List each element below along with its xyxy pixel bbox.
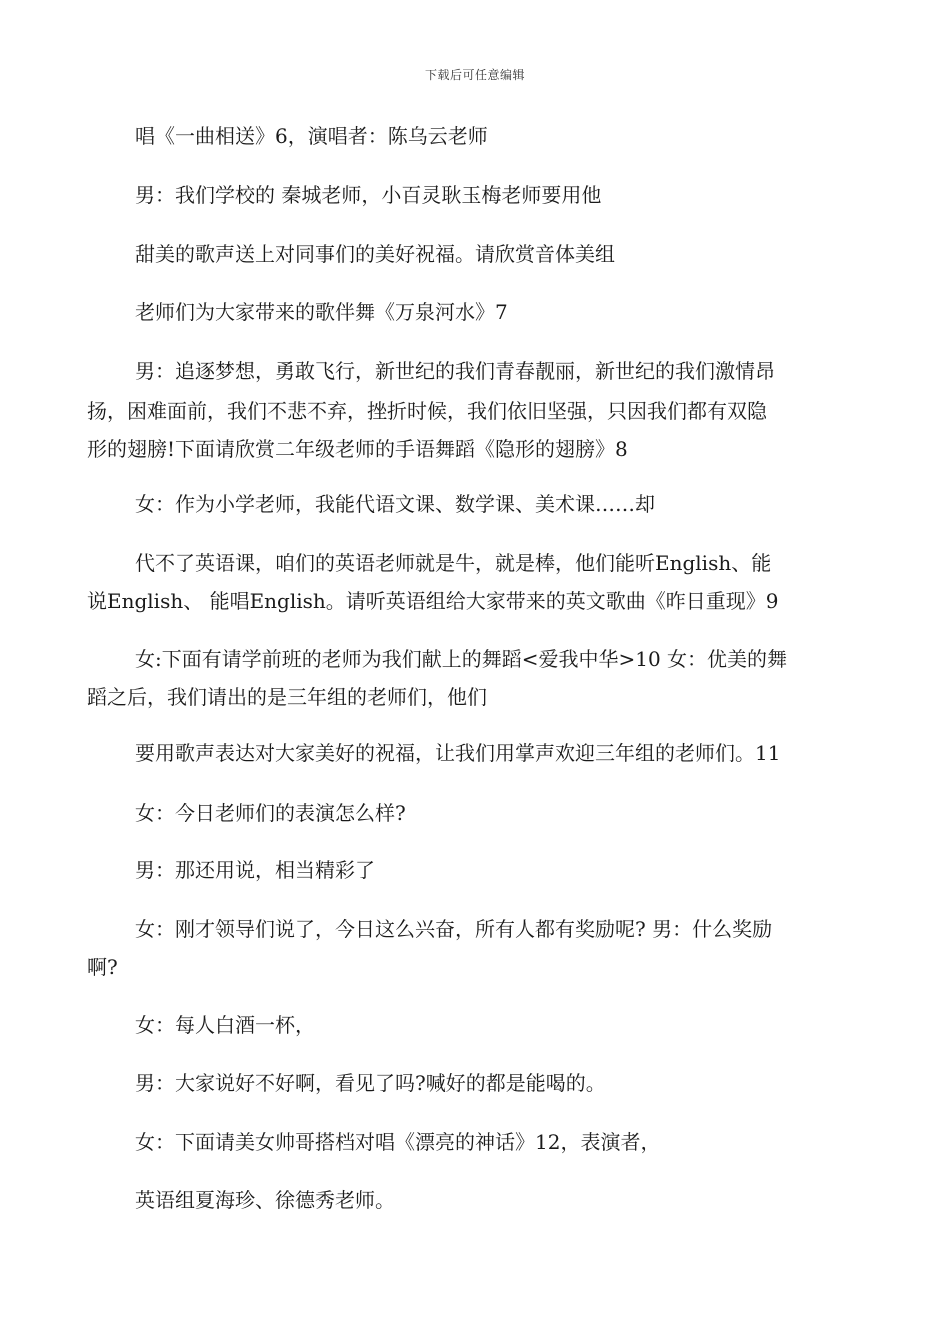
text-line: 啊? xyxy=(87,955,118,979)
text-line: 女：今日老师们的表演怎么样? xyxy=(135,801,406,825)
text-line: 女：刚才领导们说了，今日这么兴奋，所有人都有奖励呢? 男：什么奖励 xyxy=(135,917,773,941)
text-line: 女：每人白酒一杯， xyxy=(135,1013,315,1037)
text-line: 英语组夏海珍、徐德秀老师。 xyxy=(135,1188,395,1212)
text-line: 女:下面有请学前班的老师为我们献上的舞蹈<爱我中华>10 女：优美的舞 xyxy=(135,647,788,671)
text-line: 女：作为小学老师，我能代语文课、数学课、美术课……却 xyxy=(135,492,655,516)
text-line: 形的翅膀!下面请欣赏二年级老师的手语舞蹈《隐形的翅膀》8 xyxy=(87,437,628,461)
text-line: 男：我们学校的 秦城老师，小百灵耿玉梅老师要用他 xyxy=(135,183,602,207)
text-line: 女：下面请美女帅哥搭档对唱《漂亮的神话》12，表演者， xyxy=(135,1130,661,1154)
text-line: 老师们为大家带来的歌伴舞《万泉河水》7 xyxy=(135,300,508,324)
text-line: 蹈之后，我们请出的是三年组的老师们，他们 xyxy=(87,685,487,709)
page-header: 下载后可任意编辑 xyxy=(424,68,525,82)
text-line: 要用歌声表达对大家美好的祝福，让我们用掌声欢迎三年组的老师们。11 xyxy=(135,741,781,765)
text-line: 代不了英语课，咱们的英语老师就是牛，就是棒，他们能听English、能 xyxy=(135,551,772,575)
text-line: 说English、 能唱English。请听英语组给大家带来的英文歌曲《昨日重现》9 xyxy=(87,589,779,613)
text-line: 扬，困难面前，我们不悲不弃，挫折时候，我们依旧坚强，只因我们都有双隐 xyxy=(87,399,767,423)
text-line: 唱《一曲相送》6，演唱者：陈乌云老师 xyxy=(135,124,488,148)
text-line: 男：追逐梦想，勇敢飞行，新世纪的我们青春靓丽，新世纪的我们激情昂 xyxy=(135,359,775,383)
text-line: 甜美的歌声送上对同事们的美好祝福。请欣赏音体美组 xyxy=(135,242,615,266)
text-line: 男：那还用说，相当精彩了 xyxy=(135,858,375,882)
text-line: 男：大家说好不好啊，看见了吗?喊好的都是能喝的。 xyxy=(135,1071,606,1095)
